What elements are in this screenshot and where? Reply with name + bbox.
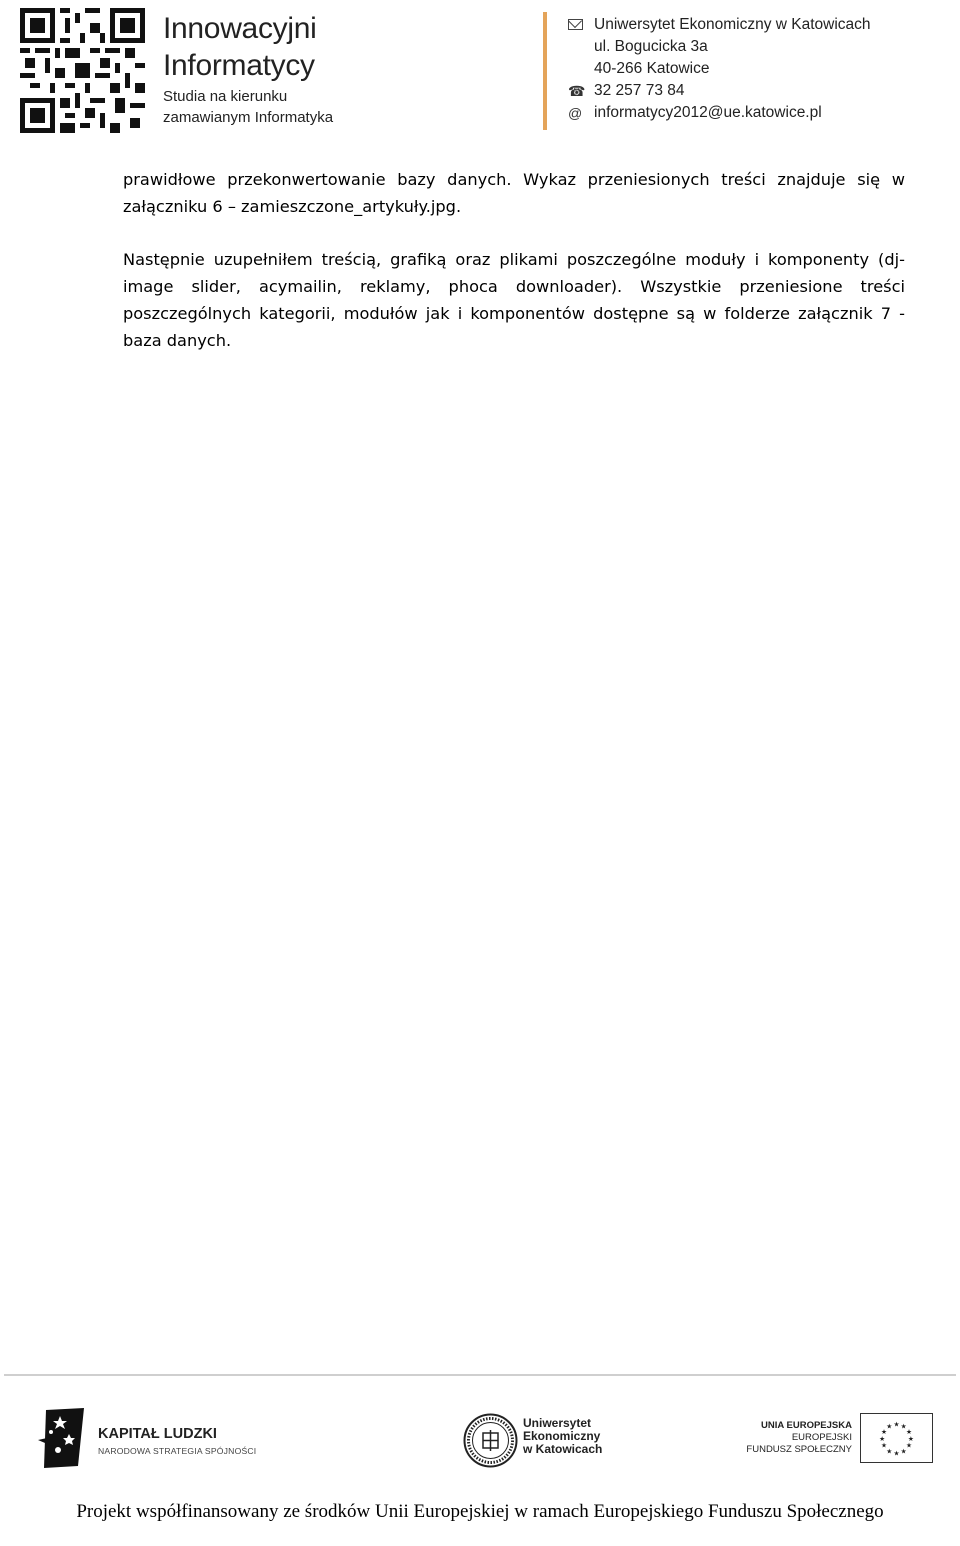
eu-line-2: EUROPEJSKI [791, 1432, 852, 1443]
university-name: Uniwersytet Ekonomiczny w Katowicach [594, 16, 871, 33]
eu-flag-icon [860, 1413, 933, 1463]
kapital-ludzki-subtitle: NARODOWA STRATEGIA SPÓJNOŚCI [98, 1446, 257, 1456]
university-logo-line-2: Ekonomiczny [523, 1429, 601, 1443]
brand-title-line-2: Informatycy [163, 49, 315, 82]
university-seal-icon [463, 1413, 518, 1468]
footer-divider [4, 1374, 956, 1376]
svg-text:★: ★ [900, 1422, 907, 1431]
qr-code-icon [20, 8, 145, 133]
cofinancing-note: Projekt współfinansowany ze środków Unii Europejskiej w ramach Europejskiego Funduszu Społecznego [76, 1501, 884, 1522]
paragraph: Następnie uzupełniłem treścią, grafiką oraz plikami poszczególne moduły i komponenty (dj-image slider, acymailin, reklamy, phoca downloader). Wszystkie przeniesione treści poszczególnych kategorii, modułów jak i komponentów dostępne są w folderze załącznik 7 - baza danych. [123, 250, 905, 350]
contact-city [568, 58, 871, 80]
email-address[interactable]: informatycy2012@ue.katowice.pl [594, 104, 822, 121]
svg-text:★: ★ [900, 1447, 907, 1456]
at-icon: @ [568, 105, 583, 121]
brand-title [163, 10, 316, 84]
contact-university [568, 14, 871, 36]
brand-title-line-1: Innowacyjni [163, 12, 317, 45]
brand-subtitle [163, 86, 333, 128]
svg-text:★: ★ [893, 1449, 900, 1458]
page-header [0, 0, 960, 140]
header-divider [543, 12, 547, 130]
svg-text:★: ★ [905, 1428, 912, 1437]
svg-text:★: ★ [881, 1428, 888, 1437]
svg-text:★: ★ [886, 1447, 893, 1456]
brand-subtitle-line-2: zamawianym Informatyka [163, 109, 334, 126]
paragraph: prawidłowe przekonwertowanie bazy danych. Wykaz przeniesionych treści znajduje się w załączniku 6 – zamieszczone_artykuły.jpg. [123, 170, 905, 216]
eu-line-3: FUNDUSZ SPOŁECZNY [746, 1444, 852, 1455]
envelope-icon [568, 17, 588, 33]
svg-text:★: ★ [893, 1420, 900, 1429]
university-logo-line-3: w Katowicach [523, 1442, 603, 1456]
svg-text:★: ★ [886, 1422, 893, 1431]
contact-block [568, 14, 871, 124]
contact-phone [568, 80, 871, 102]
kapital-ludzki-title: KAPITAŁ LUDZKI [98, 1426, 217, 1442]
university-logo-text [523, 1417, 602, 1456]
kapital-ludzki-logo-icon [38, 1406, 86, 1470]
contact-street [568, 36, 871, 58]
eu-logo-text [720, 1420, 852, 1456]
phone-number: 32 257 73 84 [594, 82, 685, 99]
city-address: 40-266 Katowice [594, 60, 710, 77]
footer-logos [0, 1400, 960, 1480]
eu-line-1: UNIA EUROPEJSKA [761, 1420, 852, 1431]
brand-subtitle-line-1: Studia na kierunku [163, 88, 288, 105]
street-address: ul. Bogucicka 3a [594, 38, 708, 55]
document-body [123, 166, 905, 380]
svg-text:★: ★ [907, 1434, 914, 1443]
university-logo-line-1: Uniwersytet [523, 1416, 592, 1430]
svg-text:★: ★ [905, 1441, 912, 1450]
svg-text:★: ★ [881, 1441, 888, 1450]
contact-email [568, 102, 871, 124]
svg-text:★: ★ [879, 1434, 886, 1443]
phone-icon: ☎ [568, 82, 586, 99]
